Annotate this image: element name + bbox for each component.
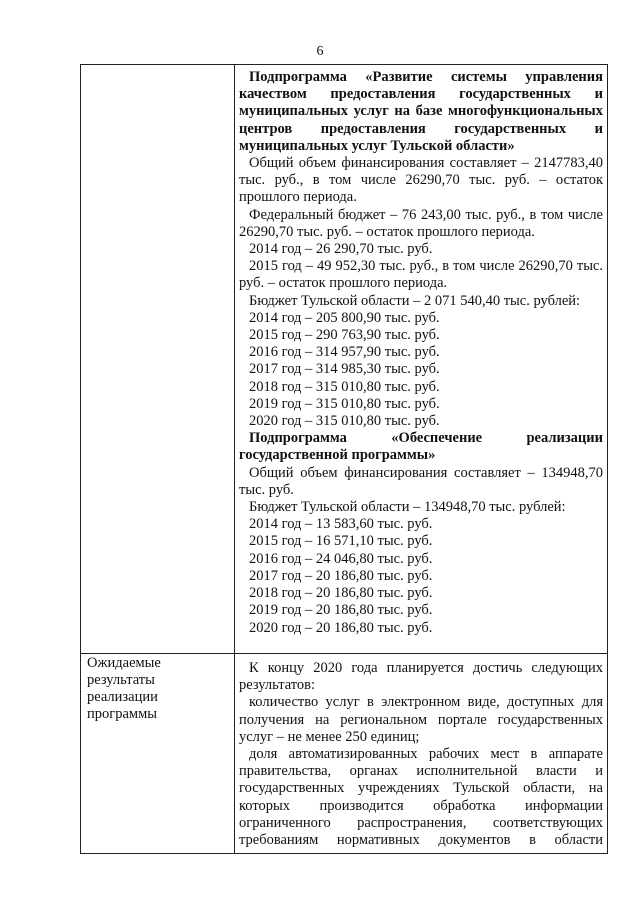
results-intro: К концу 2020 года планируется достичь следующих результатов: [239,660,603,694]
subprogram-1-federal: Федеральный бюджет – 76 243,00 тыс. руб., в том числе 26290,70 тыс. руб. – остаток прошлого периода. [239,206,603,240]
program-table [80,64,608,854]
funding-cell [239,69,603,849]
subprogram-1-year: 2019 год – 315 010,80 тыс. руб. [249,395,440,412]
subprogram-2-year: 2020 год – 20 186,80 тыс. руб. [249,619,433,636]
subprogram-1-year: 2017 год – 314 985,30 тыс. руб. [249,361,440,378]
subprogram-1-year: 2014 год – 205 800,90 тыс. руб. [249,309,440,326]
subprogram-2-year: 2019 год – 20 186,80 тыс. руб. [249,602,433,619]
subprogram-2-year: 2017 год – 20 186,80 тыс. руб. [249,567,433,584]
results-item: доля автоматизированных рабочих мест в аппарате правительства, органах исполнительной власти и государственных учреждениях Тульской области, на которых производится обработка информации ограниченного распространения, соответствующих требованиям нормативных документов в области [239,746,603,849]
subprogram-2-regional: Бюджет Тульской области – 134948,70 тыс. рублей: [249,499,566,516]
subprogram-1-year: 2016 год – 314 957,90 тыс. руб. [249,344,440,361]
subprogram-1-year: 2018 год – 315 010,80 тыс. руб. [249,378,440,395]
subprogram-1-regional: Бюджет Тульской области – 2 071 540,40 тыс. рублей: [249,292,581,309]
results-cell [239,660,603,849]
subprogram-2-year: 2015 год – 16 571,10 тыс. руб. [249,533,433,550]
subprogram-1-title: Подпрограмма «Развитие системы управления качеством предоставления государственных и муниципальных услуг на базе многофункциональных центров предоставления государственных и муниципальных услуг Тульской области» [239,69,603,154]
results-item: количество услуг в электронном виде, доступных для получения на региональном портале государственных услуг – не менее 250 единиц; [239,694,603,745]
column-divider [234,65,235,853]
subprogram-1-federal-2015: 2015 год – 49 952,30 тыс. руб., в том числе 26290,70 тыс. руб. – остаток прошлого периода. [239,258,603,292]
results-label: Ожидаемые результаты реализации программы [87,655,161,722]
subprogram-1-federal-2014: 2014 год – 26 290,70 тыс. руб. [249,241,433,258]
subprogram-2-year: 2014 год – 13 583,60 тыс. руб. [249,516,433,533]
page-number: 6 [316,44,324,59]
subprogram-1-year: 2015 год – 290 763,90 тыс. руб. [249,327,440,344]
subprogram-2-year: 2016 год – 24 046,80 тыс. руб. [249,550,433,567]
row-divider [81,653,607,654]
subprogram-2-title: Подпрограмма «Обеспечение реализации государственной программы» [239,430,603,464]
subprogram-2-total: Общий объем финансирования составляет – 134948,70 тыс. руб. [239,464,603,498]
subprogram-1-total: Общий объем финансирования составляет – 2147783,40 тыс. руб., в том числе 26290,70 тыс. руб. – остаток прошлого периода. [239,155,603,206]
subprogram-1-year: 2020 год – 315 010,80 тыс. руб. [249,413,440,430]
subprogram-2-year: 2018 год – 20 186,80 тыс. руб. [249,585,433,602]
